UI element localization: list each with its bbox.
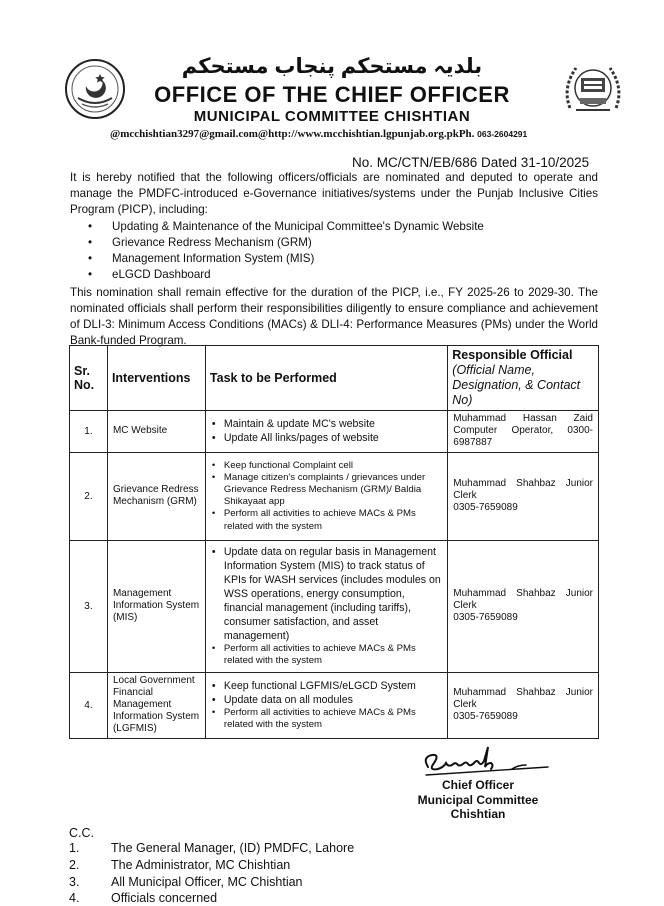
cc-text: The General Manager, (ID) PMDFC, Lahore [111, 841, 355, 855]
letterhead [0, 0, 664, 150]
website-address: http://www.mcchishtian.lgpunjab.org.pkPh. [268, 128, 475, 140]
sr-no-cell: 4. [70, 672, 108, 738]
responsible-header [448, 346, 599, 411]
task-item: • Update All links/pages of website [210, 431, 443, 445]
sr-no-cell: 1. [70, 411, 108, 453]
handwritten-signature [420, 745, 550, 781]
official-contact: 0305-7659089 [453, 612, 518, 624]
intervention-cell: MC Website [107, 411, 205, 453]
task-item: • Keep functional LGFMIS/eLGCD System [210, 679, 443, 693]
signatory-location: Chishtian [450, 807, 506, 821]
table-row [70, 452, 599, 540]
task-item: • Perform all activities to achieve MACs & PMs related with the system [210, 643, 443, 667]
list-item: • eLGCD Dashboard [86, 267, 484, 283]
signatory-title: Chief Officer [441, 778, 514, 792]
task-item: • Update data on all modules [210, 693, 443, 707]
official-contact: 0305-7659089 [453, 711, 518, 723]
cc-text: All Municipal Officer, MC Chishtian [111, 874, 303, 889]
table-row [70, 411, 599, 453]
official-designation: Computer Operator, 0300- [453, 425, 593, 437]
intro-paragraph: It is hereby notified that the following officers/officials are nominated and deputed to operate and manage the PMDFC-introduced e-Governance initiatives/systems under the Punjab Inclusive Cities Program (PICP), including: [70, 171, 598, 216]
list-item: • Management Information System (MIS) [86, 251, 484, 267]
task-cell [205, 672, 447, 738]
cc-item [69, 857, 354, 874]
responsible-header-title: Responsible Official [452, 348, 573, 362]
cc-item [69, 840, 354, 857]
cc-text: The Administrator, MC Chishtian [111, 857, 291, 872]
email-address: mcchishtian3297@gmail.com [120, 128, 258, 140]
official-contact: 6987887 [453, 437, 493, 449]
office-title: OFFICE OF THE CHIEF OFFICER [154, 82, 510, 107]
duration-paragraph: This nomination shall remain effective for the duration of the PICP, i.e., FY 2025-26 to 2029-30. The nominated officials shall perform their responsibilities diligently to ensure compliance and achievement of DLI-3: Minimum Access Conditions (MACs) & DLI-4: Performance Measures (PMs) under the World Bank-funded Program. [70, 286, 598, 347]
interventions-header: Interventions [107, 346, 205, 411]
intervention-cell: Management Information System (MIS) [107, 540, 205, 672]
cc-label: C.C. [69, 826, 94, 840]
list-item: • Grievance Redress Mechanism (GRM) [86, 235, 484, 251]
cc-text: Officials concerned [111, 891, 218, 906]
official-cell [448, 672, 599, 738]
responsible-header-note: (Official Name, Designation, & Contact No) [452, 363, 581, 407]
list-item: • Updating & Maintenance of the Municipal Committee's Dynamic Website [86, 219, 484, 235]
initiatives-list [86, 219, 484, 283]
table-row [70, 672, 599, 738]
official-name: Muhammad Shahbaz Junior [453, 477, 593, 489]
phone-number: 063-2604291 [477, 129, 528, 139]
cc-number: 4. [69, 891, 80, 906]
official-cell [448, 411, 599, 453]
office-subtitle: MUNICIPAL COMMITTEE CHISHTIAN [193, 108, 471, 125]
reference-number: No. MC/CTN/EB/686 Dated 31-10/2025 [352, 155, 590, 170]
official-designation: Clerk [453, 699, 477, 710]
official-designation: Clerk [453, 490, 477, 501]
cc-item [69, 890, 354, 906]
contact-line [110, 128, 527, 140]
cc-list [69, 840, 354, 906]
responsibility-table [69, 345, 599, 739]
task-cell [205, 540, 447, 672]
sr-no-cell: 3. [70, 540, 108, 672]
signatory-organization: Municipal Committee [417, 792, 539, 807]
task-item: • Keep functional Complaint cell [210, 460, 443, 472]
table-header-row [70, 346, 599, 411]
official-name: Muhammad Shahbaz Junior [453, 686, 593, 698]
task-item: • Update data on regular basis in Management Information System (MIS) to track status of KPIs for WASH services (includes modules on WSS operations, energy consumption, financial management (including tariffs), consumer satisfaction, and asset management) [210, 545, 443, 643]
table-row [70, 540, 599, 672]
official-name: Muhammad Hassan Zaid [453, 413, 593, 424]
email-icon: @ [110, 128, 121, 140]
task-cell [205, 452, 447, 540]
municipal-committee-logo [560, 58, 626, 120]
web-icon: @ [257, 128, 269, 140]
task-item: • Perform all activities to achieve MACs & PMs related with the system [210, 508, 443, 532]
signature-block [410, 778, 546, 822]
sr-no-header: Sr. No. [70, 346, 108, 411]
official-name: Muhammad Shahbaz Junior [453, 587, 593, 599]
official-contact: 0305-7659089 [453, 502, 518, 514]
urdu-slogan: بلدیہ مستحکم پنجاب مستحکم [181, 55, 483, 78]
task-item: • Perform all activities to achieve MACs & PMs related with the system [210, 707, 443, 731]
cc-number: 1. [69, 841, 80, 855]
intervention-cell: Grievance Redress Mechanism (GRM) [107, 452, 205, 540]
task-item: • Manage citizen's complaints / grievances under Grievance Redress Mechanism (GRM)/ Baldia Shikayaat app [210, 472, 443, 509]
official-cell [448, 540, 599, 672]
cc-item [69, 874, 354, 891]
task-cell [205, 411, 447, 453]
cc-number: 2. [69, 857, 80, 872]
cc-number: 3. [69, 874, 80, 889]
intervention-cell: Local Government Financial Management Information System (LGFMIS) [107, 672, 205, 738]
task-item: • Maintain & update MC's website [210, 417, 443, 431]
sr-no-cell: 2. [70, 452, 108, 540]
official-cell [448, 452, 599, 540]
official-designation: Clerk [453, 600, 477, 611]
task-header: Task to be Performed [205, 346, 447, 411]
